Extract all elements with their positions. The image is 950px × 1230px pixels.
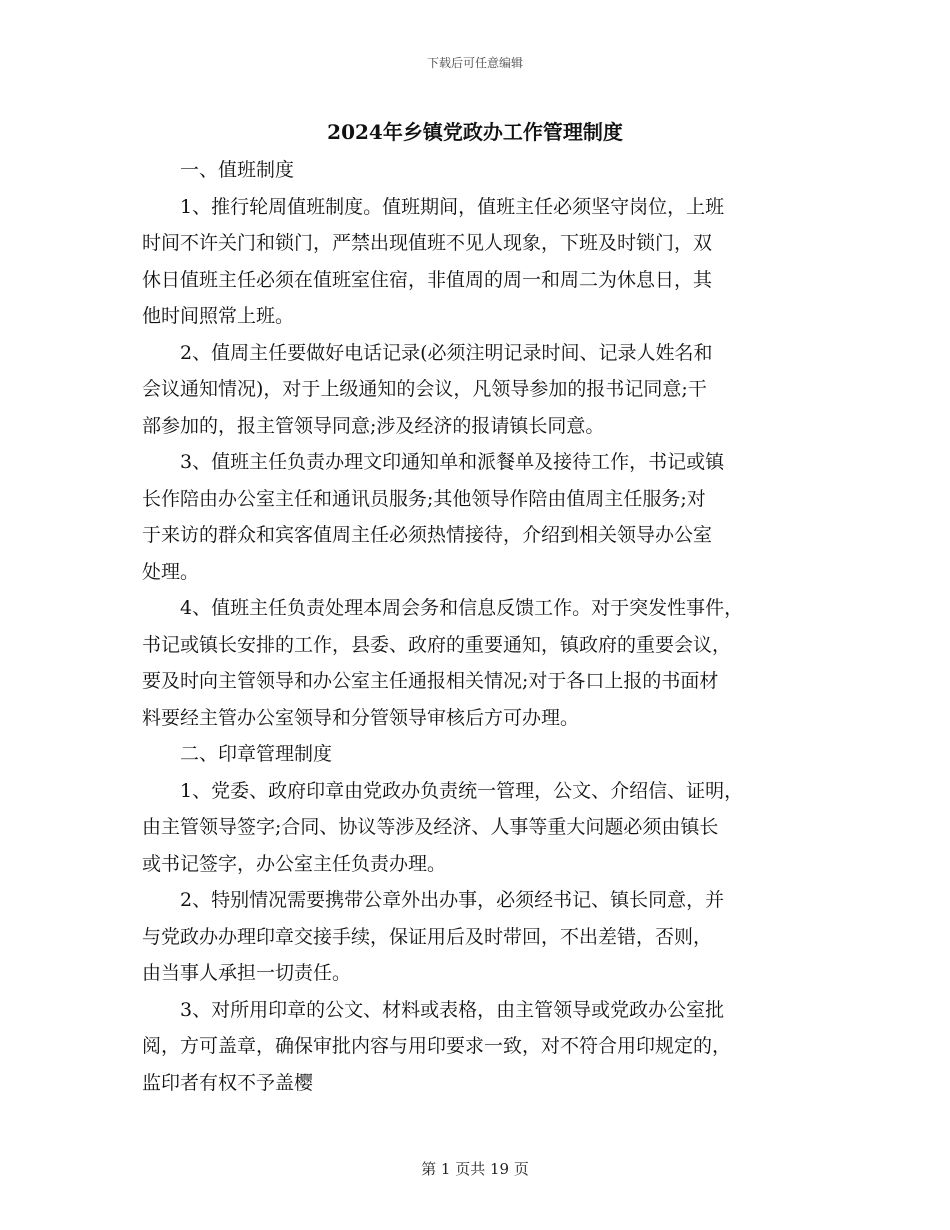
paragraph: [142, 773, 822, 883]
paragraph-line: 二、印章管理制度: [180, 743, 333, 765]
paragraph: [142, 152, 822, 189]
paragraph-line: 监印者有权不予盖樱: [142, 1071, 314, 1094]
page-number: 第 1 页共 19 页: [421, 1160, 529, 1178]
paragraph: [142, 992, 822, 1102]
paragraph-line: 一、值班制度: [180, 159, 295, 181]
paragraph-line: 时间不许关门和锁门，严禁出现值班不见人现象，下班及时锁门，双: [142, 232, 713, 254]
paragraph-line: 阅，方可盖章，确保审批内容与用印要求一致，对不符合用印规定的，: [142, 1035, 732, 1057]
paragraph-line: 3、值班主任负责办理文印通知单和派餐单及接待工作，书记或镇: [180, 451, 725, 473]
paragraph-line: 休日值班主任必须在值班室住宿，非值周的周一和周二为休息日，其: [142, 268, 713, 291]
paragraph-line: 由当事人承担一切责任。: [142, 962, 352, 984]
paragraph-line: 与党政办办理印章交接手续，保证用后及时带回，不出差错，否则，: [142, 925, 713, 948]
paragraph-line: 3、对所用印章的公文、材料或表格，由主管领导或党政办公室批: [180, 998, 725, 1021]
paragraph: [142, 736, 822, 773]
page-header: 下载后可任意编辑: [426, 56, 523, 70]
paragraph: [142, 189, 822, 335]
paragraph-line: 部参加的，报主管领导同意;涉及经济的报请镇长同意。: [142, 414, 605, 437]
paragraph-line: 长作陪由办公室主任和通讯员服务;其他领导作陪由值周主任服务;对: [142, 487, 706, 510]
paragraph-line: 或书记签字，办公室主任负责办理。: [142, 852, 447, 875]
paragraph-line: 他时间照常上班。: [142, 305, 295, 327]
document-title: 2024年乡镇党政办工作管理制度: [327, 120, 623, 144]
paragraph-line: 会议通知情况)，对于上级通知的会议，凡领导参加的报书记同意;干: [142, 378, 707, 400]
paragraph-line: 2、值周主任要做好电话记录(必须注明记录时间、记录人姓名和: [180, 341, 713, 364]
paragraph: [142, 882, 822, 992]
paragraph-line: 书记或镇长安排的工作，县委、政府的重要通知，镇政府的重要会议，: [142, 633, 732, 656]
document-body: [142, 152, 822, 1101]
paragraph: [142, 444, 822, 590]
paragraph-line: 由主管领导签字;合同、协议等涉及经济、人事等重大问题必须由镇长: [142, 816, 719, 838]
paragraph-line: 料要经主管办公室领导和分管领导审核后方可办理。: [142, 706, 580, 729]
paragraph: [142, 590, 822, 736]
paragraph-line: 要及时向主管领导和办公室主任通报相关情况;对于各口上报的书面材: [142, 670, 719, 692]
paragraph-line: 1、推行轮周值班制度。值班期间，值班主任必须坚守岗位，上班: [180, 195, 725, 218]
paragraph-line: 4、值班主任负责处理本周会务和信息反馈工作。对于突发性事件，: [180, 597, 744, 619]
paragraph-line: 1、党委、政府印章由党政办负责统一管理，公文、介绍信、证明，: [180, 779, 744, 802]
paragraph-line: 处理。: [142, 560, 200, 583]
paragraph-line: 2、特别情况需要携带公章外出办事，必须经书记、镇长同意，并: [180, 889, 725, 911]
paragraph-line: 于来访的群众和宾客值周主任必须热情接待，介绍到相关领导办公室: [142, 524, 713, 546]
paragraph: [142, 335, 822, 445]
